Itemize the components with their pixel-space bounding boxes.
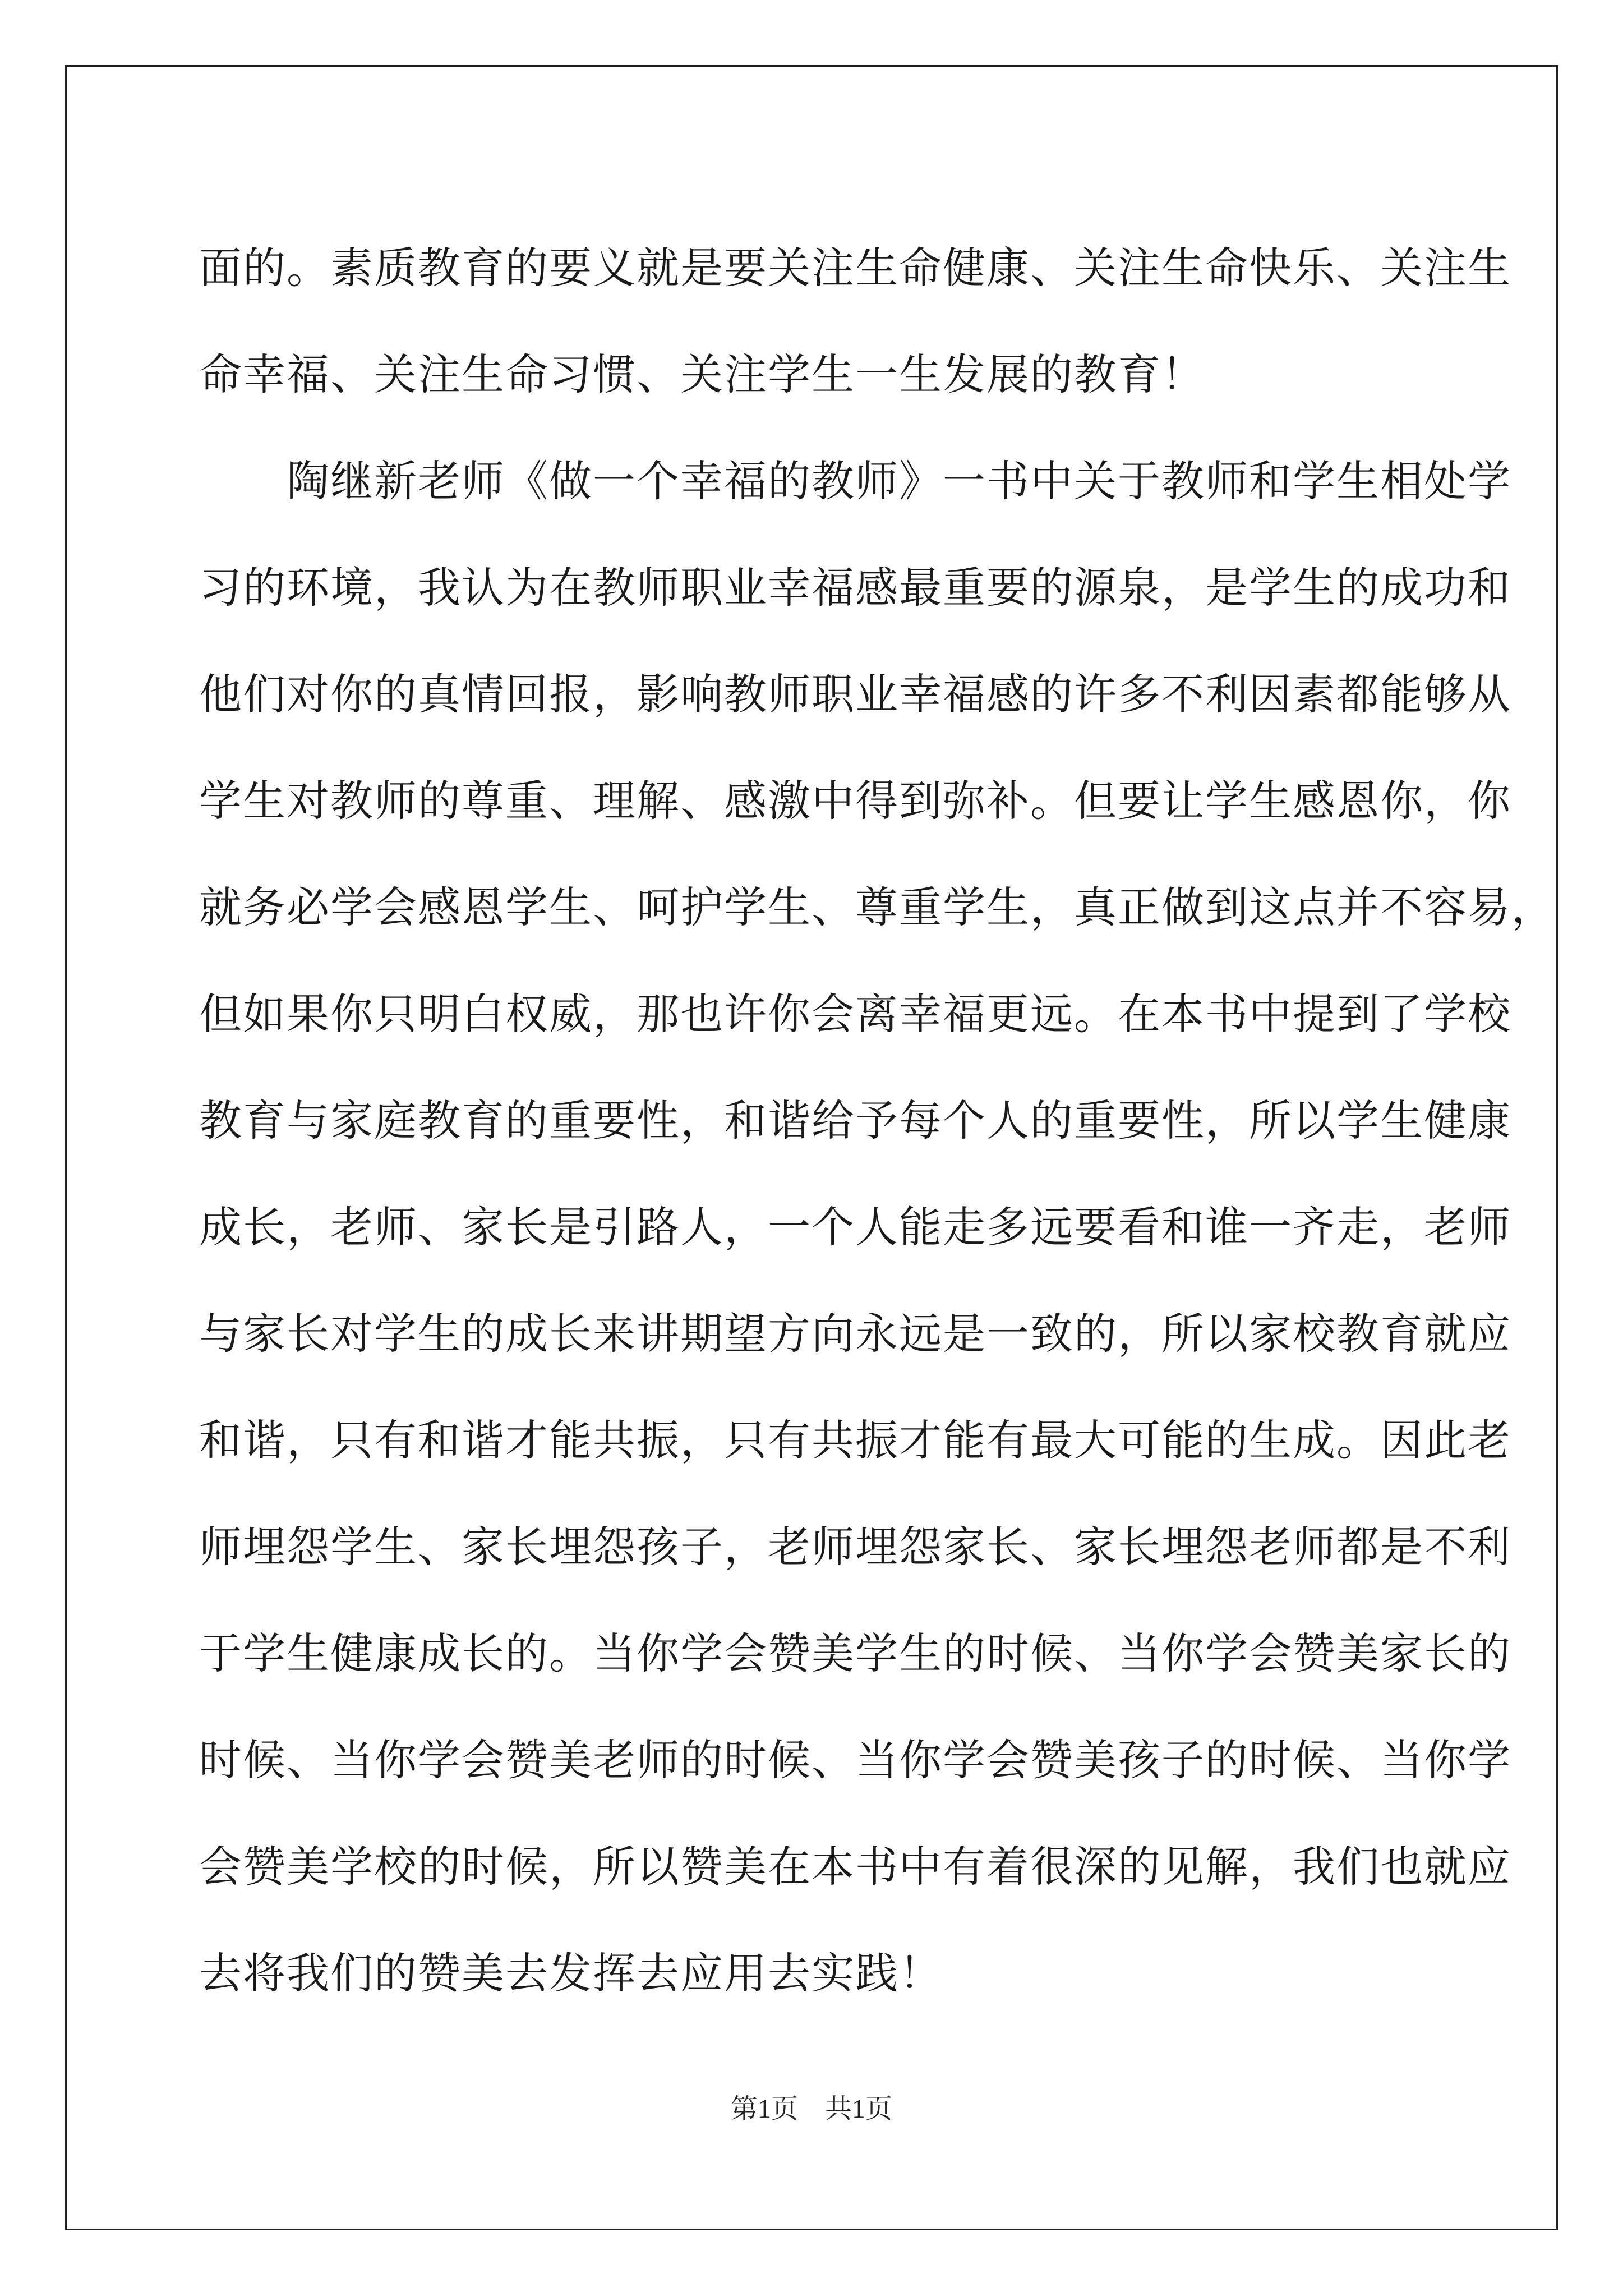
text-line: 去将我们的赞美去发挥去应用去实践！: [199, 1948, 943, 1998]
text-line: 学生对教师的尊重、理解、感激中得到弥补。但要让学生感恩你，你: [199, 776, 1511, 826]
text-line: 和谐，只有和谐才能共振，只有共振才能有最大可能的生成。因此老: [199, 1415, 1511, 1465]
text-line: 习的环境，我认为在教师职业幸福感最重要的源泉，是学生的成功和: [199, 563, 1511, 613]
text-line: 他们对你的真情回报，影响教师职业幸福感的许多不利因素都能够从: [199, 669, 1511, 719]
text-line: 成长，老师、家长是引路人，一个人能走多远要看和谁一齐走，老师: [199, 1202, 1511, 1252]
text-line: 教育与家庭教育的重要性，和谐给予每个人的重要性，所以学生健康: [199, 1096, 1511, 1145]
text-line: 于学生健康成长的。当你学会赞美学生的时候、当你学会赞美家长的: [199, 1628, 1511, 1678]
text-line: 会赞美学校的时候，所以赞美在本书中有着很深的见解，我们也就应: [199, 1842, 1511, 1892]
text-line: 就务必学会感恩学生、呵护学生、尊重学生，真正做到这点并不容易，: [199, 882, 1555, 932]
text-line: 但如果你只明白权威，那也许你会离幸福更远。在本书中提到了学校: [199, 989, 1511, 1039]
text-line: 命幸福、关注生命习惯、关注学生一生发展的教育！: [199, 349, 1205, 399]
text-line: 与家长对学生的成长来讲期望方向永远是一致的，所以家校教育就应: [199, 1309, 1511, 1359]
text-line: 时候、当你学会赞美老师的时候、当你学会赞美孩子的时候、当你学: [199, 1735, 1511, 1785]
document-body: [199, 215, 1555, 2027]
text-line: 面的。素质教育的要义就是要关注生命健康、关注生命快乐、关注生: [199, 243, 1511, 293]
text-line: 陶继新老师《做一个幸福的教师》一书中关于教师和学生相处学: [199, 456, 1511, 506]
page-number-footer: 第1页 共1页: [730, 2094, 892, 2124]
text-line: 师埋怨学生、家长埋怨孩子，老师埋怨家长、家长埋怨老师都是不利: [199, 1522, 1511, 1572]
